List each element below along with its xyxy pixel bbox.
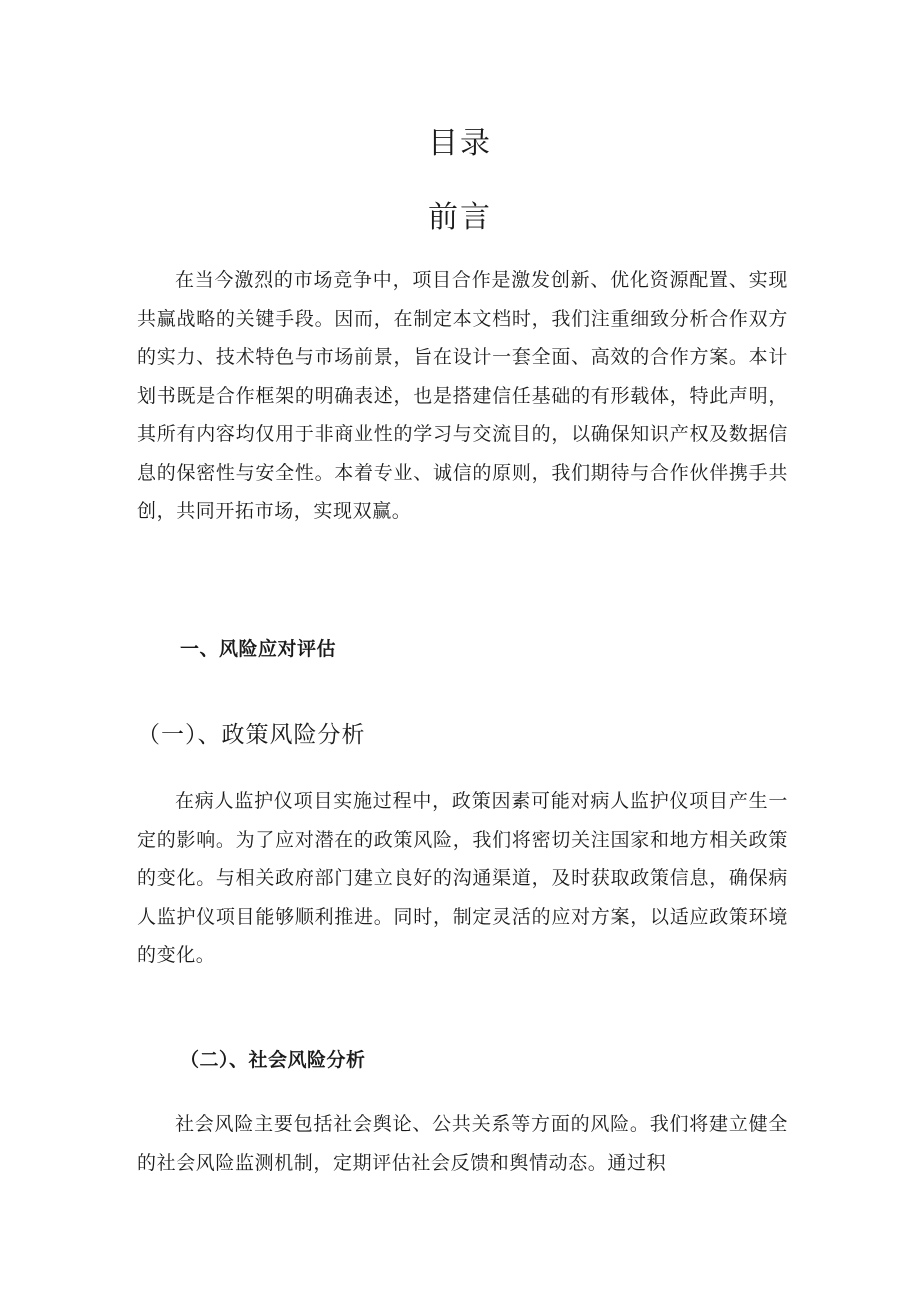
policy-risk-paragraph: 在病人监护仪项目实施过程中，政策因素可能对病人监护仪项目产生一定的影响。为了应对潜在的政策风险，我们将密切关注国家和地方相关政策的变化。与相关政府部门建立良好的沟通渠道，及时获取政策信息，确保病人监护仪项目能够顺利推进。同时，制定灵活的应对方案，以适应政策环境的变化。 bbox=[137, 790, 788, 966]
section-heading-risk-assessment: 一、风险应对评估 bbox=[180, 638, 337, 660]
subsection-heading-social-risk: （二）、社会风险分析 bbox=[180, 1049, 366, 1071]
toc-title: 目录 bbox=[428, 126, 492, 161]
preface-title: 前言 bbox=[428, 200, 492, 235]
social-risk-paragraph: 社会风险主要包括社会舆论、公共关系等方面的风险。我们将建立健全的社会风险监测机制，定期评估社会反馈和舆情动态。通过积 bbox=[137, 1113, 788, 1174]
subsection-heading-policy-risk: （一）、政策风险分析 bbox=[137, 722, 366, 748]
preface-paragraph: 在当今激烈的市场竞争中，项目合作是激发创新、优化资源配置、实现共赢战略的关键手段。因而，在制定本文档时，我们注重细致分析合作双方的实力、技术特色与市场前景，旨在设计一套全面、高效的合作方案。本计划书既是合作框架的明确表述，也是搭建信任基础的有形载体，特此声明，其所有内容均仅用于非商业性的学习与交流目的，以确保知识产权及数据信息的保密性与安全性。本着专业、诚信的原则，我们期待与合作伙伴携手共创，共同开拓市场，实现双赢。 bbox=[137, 269, 788, 522]
